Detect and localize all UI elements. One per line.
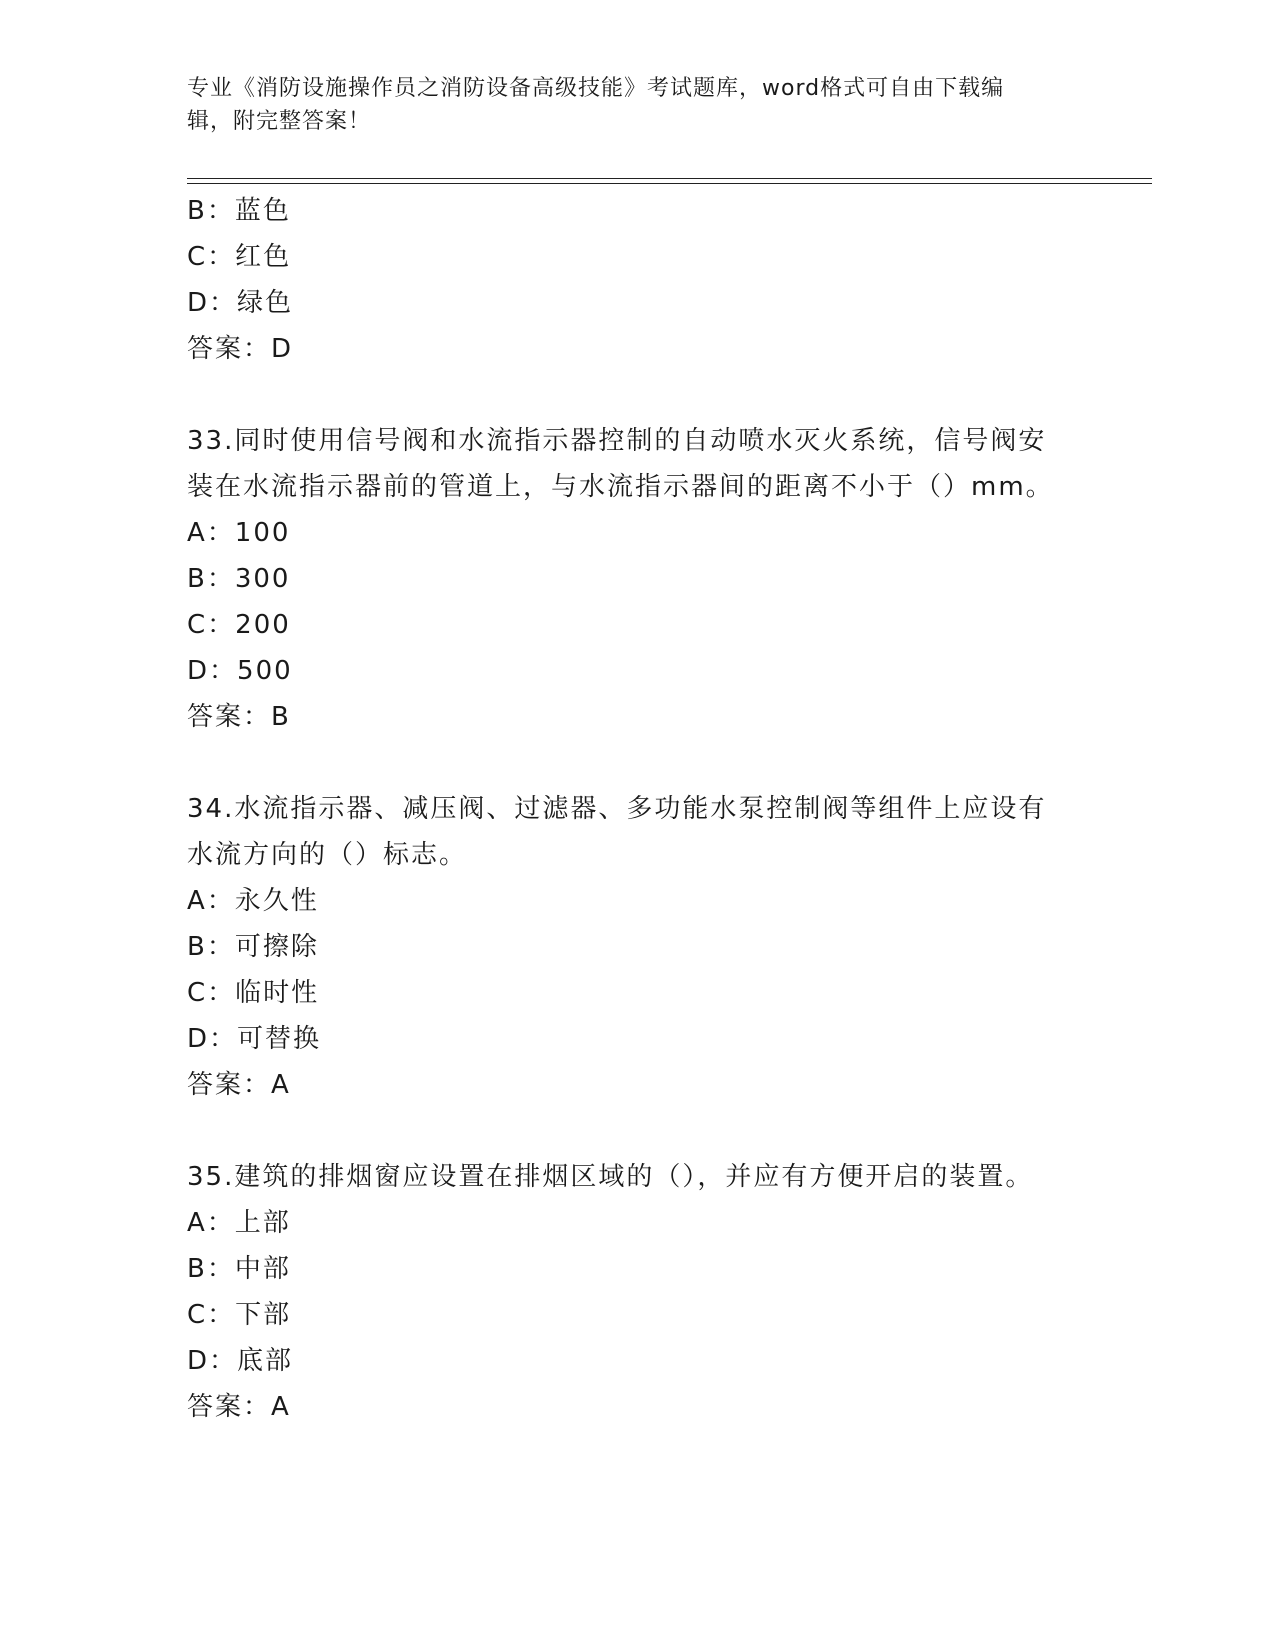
previous-question-tail <box>187 188 1087 372</box>
option-a: A：永久性 <box>187 886 319 916</box>
option-b: B：可擦除 <box>187 932 319 962</box>
answer: 答案：D <box>187 334 294 364</box>
document-header <box>187 72 1067 138</box>
question-text-line: 34.水流指示器、减压阀、过滤器、多功能水泵控制阀等组件上应设有 <box>187 794 1047 824</box>
option-d: D：可替换 <box>187 1024 322 1054</box>
question-text-line: 水流方向的（）标志。 <box>187 840 468 870</box>
option-d: D：绿色 <box>187 288 294 318</box>
question-34 <box>187 786 1087 1108</box>
spacer <box>187 1108 1087 1154</box>
question-33 <box>187 418 1087 740</box>
spacer <box>187 372 1087 418</box>
option-d: D：底部 <box>187 1346 294 1376</box>
question-list <box>187 188 1087 1430</box>
answer: 答案：A <box>187 1392 291 1422</box>
option-b: B：300 <box>187 564 291 594</box>
answer: 答案：A <box>187 1070 291 1100</box>
header-line-1: 专业《消防设施操作员之消防设备高级技能》考试题库，word格式可自由下载编 <box>187 76 1005 101</box>
answer: 答案：B <box>187 702 291 732</box>
question-text-line: 35.建筑的排烟窗应设置在排烟区域的（），并应有方便开启的装置。 <box>187 1162 1034 1192</box>
option-b: B：蓝色 <box>187 196 291 226</box>
option-c: C：临时性 <box>187 978 320 1008</box>
option-b: B：中部 <box>187 1254 291 1284</box>
option-c: C：红色 <box>187 242 292 272</box>
question-text-line: 33.同时使用信号阀和水流指示器控制的自动喷水灭火系统，信号阀安 <box>187 426 1047 456</box>
header-divider-top <box>187 178 1152 179</box>
option-a: A：上部 <box>187 1208 291 1238</box>
option-c: C：下部 <box>187 1300 292 1330</box>
option-c: C：200 <box>187 610 291 640</box>
question-text-line: 装在水流指示器前的管道上，与水流指示器间的距离不小于（）mm。 <box>187 472 1054 502</box>
header-divider-bottom <box>187 183 1152 184</box>
spacer <box>187 740 1087 786</box>
option-a: A：100 <box>187 518 291 548</box>
header-line-2: 辑，附完整答案！ <box>187 109 372 134</box>
question-35 <box>187 1154 1087 1430</box>
option-d: D：500 <box>187 656 293 686</box>
